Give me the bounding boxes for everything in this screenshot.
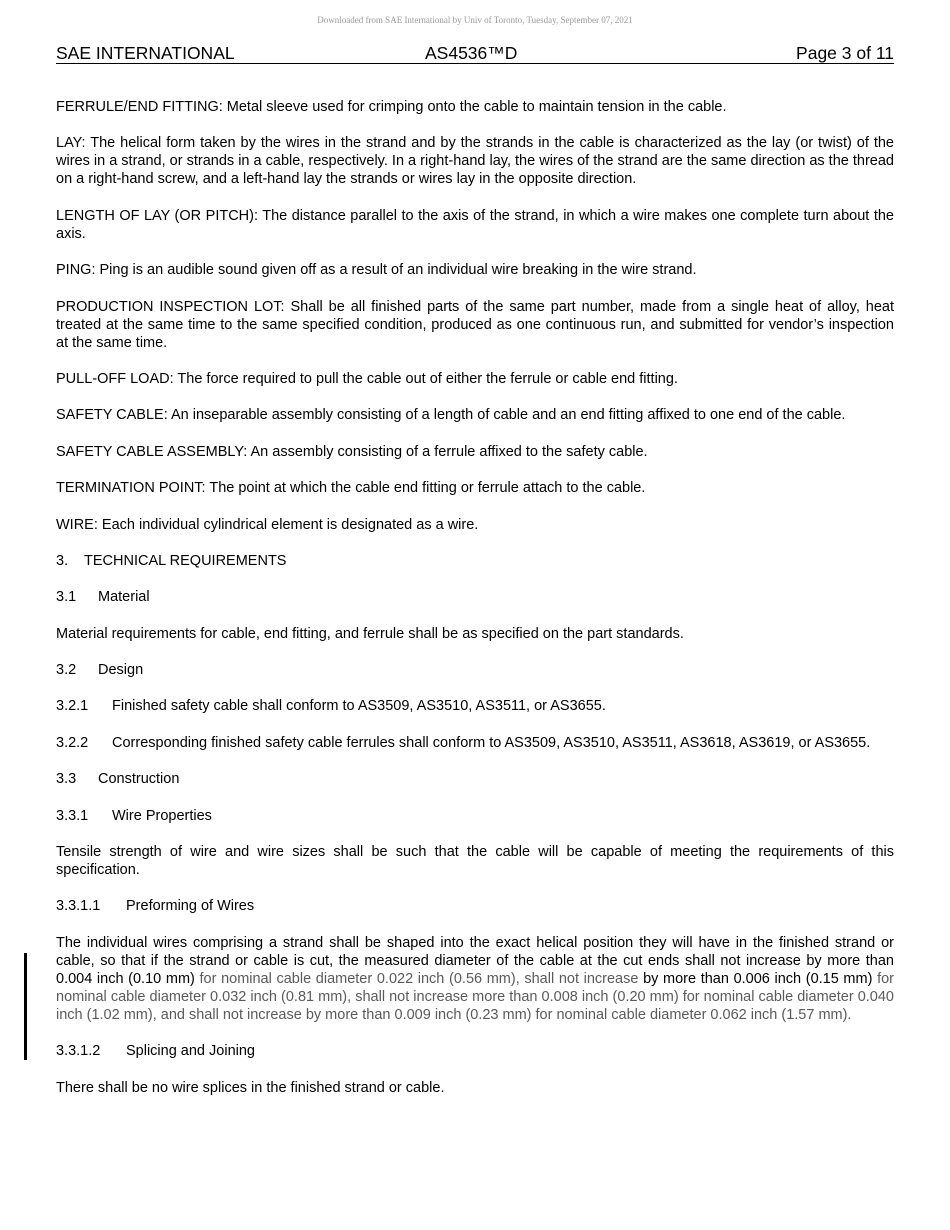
section-number: 3.2 [56, 662, 77, 679]
section-3-1-heading [56, 588, 894, 606]
section-title: Splicing and Joining [126, 1043, 255, 1060]
section-title: TECHNICAL REQUIREMENTS [84, 552, 287, 569]
definition-lay: LAY: The helical form taken by the wires in the strand and by the strands in the cable is characterized as the lay (or twist) of the wires in a strand, or strands in a cable, respectively. In a right-hand lay, the wires of the strand are the same direction as the thread on a right-hand screw, and a left-hand lay the strands or wires lay in the opposite direction. [56, 135, 894, 188]
page-header [56, 44, 894, 64]
section-number: 3.3 [56, 771, 77, 788]
section-3-1-text: Material requirements for cable, end fitting, and ferrule shall be as specified on the part standards. [56, 625, 684, 642]
section-3-3-1-2-heading [56, 1042, 894, 1060]
section-3-3-1-2-text: There shall be no wire splices in the finished strand or cable. [56, 1079, 445, 1096]
section-number: 3.3.1 [56, 807, 89, 824]
revised-text-part: for nominal cable diameter 0.032 inch (0.81 mm), shall not increase more than 0.008 inch (0.20 mm) for nominal cable diameter 0.040 inch (1.02 mm), and shall not increase by more than 0.009 inch (0.23 mm) for nominal cable diameter 0.062 inch (1.57 mm). [56, 970, 894, 1023]
revised-text-part: for nominal cable diameter 0.022 inch (0.56 mm), shall not increase [199, 970, 644, 987]
section-number: 3.2.1 [56, 698, 89, 715]
section-3-3-heading [56, 770, 894, 788]
header-org: SAE INTERNATIONAL [56, 43, 235, 63]
section-3-3-1-1-text [56, 934, 894, 1024]
preforming-text-part: by more than 0.006 inch (0.15 mm) [643, 970, 878, 987]
section-number: 3.2.2 [56, 734, 89, 751]
section-3-2-2 [56, 734, 894, 752]
section-number: 3.3.1.1 [56, 898, 101, 915]
section-3-3-1-heading [56, 807, 894, 825]
section-title: Preforming of Wires [126, 898, 255, 915]
definition-safety-cable-assembly: SAFETY CABLE ASSEMBLY: An assembly consisting of a ferrule affixed to the safety cable. [56, 443, 648, 460]
definition-ping: PING: Ping is an audible sound given off as a result of an individual wire breaking in the wire strand. [56, 262, 697, 279]
definition-safety-cable: SAFETY CABLE: An inseparable assembly consisting of a length of cable and an end fitting affixed to one end of the cable. [56, 407, 846, 424]
section-3-3-1-1-heading [56, 897, 894, 915]
section-title: Construction [98, 771, 180, 788]
section-title: Material [98, 589, 150, 606]
preforming-text-part: The individual wires comprising a strand shall be shaped into the exact helical position they will have in the finished strand or cable, so that if the strand or cable is cut, the measured diameter of the cable at the cut ends shall not increase by more than 0.004 inch (0.10 mm) [56, 934, 894, 987]
definition-termination-point: TERMINATION POINT: The point at which the cable end fitting or ferrule attach to the cable. [56, 480, 646, 497]
section-3-2-2-text: Corresponding finished safety cable ferrules shall conform to AS3509, AS3510, AS3511, AS3618, AS3619, or AS3655. [112, 734, 871, 751]
definition-production-lot: PRODUCTION INSPECTION LOT: Shall be all finished parts of the same part number, made from a single heat of alloy, heat treated at the same time to the same specified condition, produced as one continuous run, and submitted for vendor’s inspection at the same time. [56, 298, 894, 351]
section-number: 3.3.1.2 [56, 1043, 101, 1060]
definition-pull-off-load: PULL-OFF LOAD: The force required to pull the cable out of either the ferrule or cable end fitting. [56, 370, 678, 387]
section-title: Design [98, 662, 144, 679]
definition-wire: WIRE: Each individual cylindrical element is designated as a wire. [56, 516, 479, 533]
section-3-heading [56, 552, 894, 570]
section-3-2-1 [56, 697, 894, 715]
section-number: 3. [56, 552, 69, 569]
header-doc-id: AS4536™D [425, 43, 518, 63]
section-title: Wire Properties [112, 807, 212, 824]
section-number: 3.1 [56, 589, 77, 606]
section-3-3-1-text: Tensile strength of wire and wire sizes shall be such that the cable will be capable of meeting the requirements of this specification. [56, 844, 894, 879]
section-3-2-1-text: Finished safety cable shall conform to AS3509, AS3510, AS3511, or AS3655. [112, 698, 606, 715]
header-page-number: Page 3 of 11 [796, 43, 894, 63]
revision-change-bar [24, 953, 27, 1060]
definition-length-of-lay: LENGTH OF LAY (OR PITCH): The distance parallel to the axis of the strand, in which a wire makes one complete turn about the axis. [56, 207, 894, 242]
download-watermark: Downloaded from SAE International by Univ of Toronto, Tuesday, September 07, 2021 [317, 15, 633, 25]
section-3-2-heading [56, 661, 894, 679]
definition-ferrule: FERRULE/END FITTING: Metal sleeve used for crimping onto the cable to maintain tension in the cable. [56, 99, 727, 115]
document-body [56, 98, 894, 1097]
